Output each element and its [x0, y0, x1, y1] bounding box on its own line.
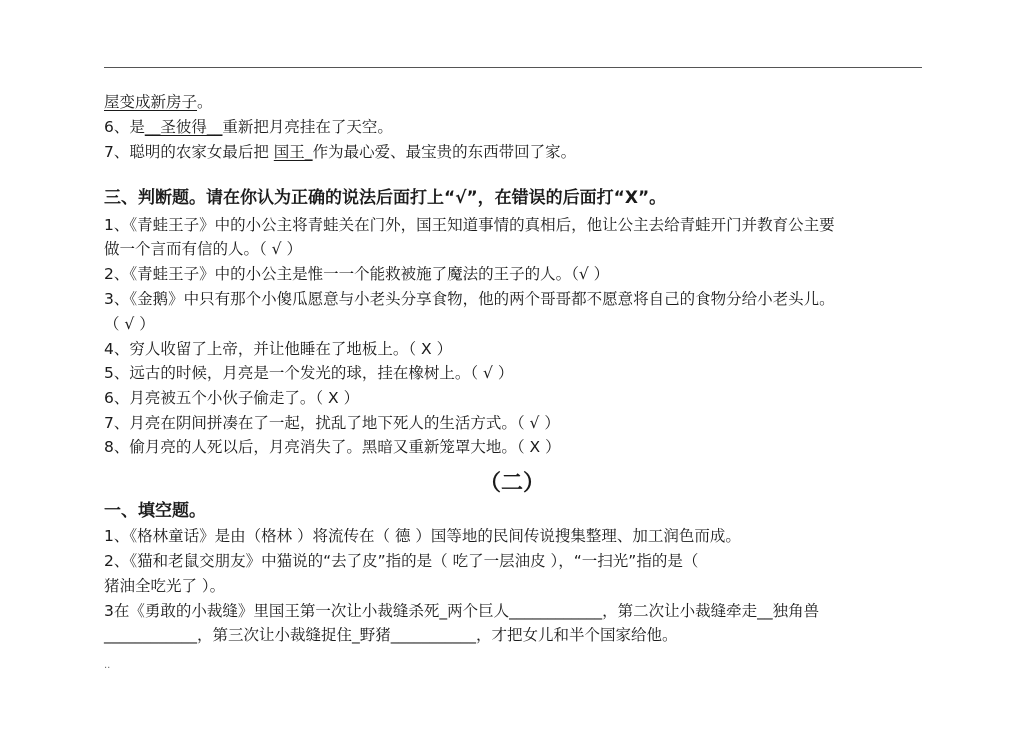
line-6: [104, 117, 393, 137]
line-text: 作为最心爱、最宝贵的东西带回了家。: [312, 143, 577, 161]
fill-item: 2、《猫和老鼠交朋友》中猫说的“去了皮”指的是（ 吃了一层油皮 ），“一扫光”指的是（: [104, 552, 699, 570]
section-heading-fill: 一、填空题。: [104, 501, 206, 521]
judgement-item: 4、穷人收留了上帝，并让他睡在了地板上。（ X ）: [104, 340, 453, 358]
answer-text: 屋变成新房子: [104, 93, 198, 111]
fill-item: ____________，第三次让小裁缝捉住_野猪___________，才把女儿和半个国家给他。: [104, 626, 678, 644]
judgement-item: 7、月亮在阴间拼凑在了一起，扰乱了地下死人的生活方式。（ √ ）: [104, 414, 560, 432]
answer-text: __圣彼得__: [144, 118, 223, 136]
answer-text: 国王_: [273, 143, 313, 161]
line-text: 6、是: [104, 118, 145, 136]
judgement-item: 1、《青蛙王子》中的小公主将青蛙关在门外，国王知道事情的真相后，他让公主去给青蛙开门并教育公主要: [104, 216, 835, 234]
section-heading-judgement: 三、判断题。请在你认为正确的说法后面打上“√”，在错误的后面打“X”。: [104, 188, 667, 208]
fill-item: 3在《勇敢的小裁缝》里国王第一次让小裁缝杀死_两个巨人____________，第二次让小裁缝牵走__独角兽: [104, 602, 820, 620]
judgement-item: 3、《金鹅》中只有那个小傻瓜愿意与小老头分享食物，他的两个哥哥都不愿意将自己的食物分给小老头儿。: [104, 290, 835, 308]
fill-item: 1、《格林童话》是由（格林 ）将流传在（ 德 ）国等地的民间传说搜集整理、加工润色而成。: [104, 527, 741, 545]
header-rule: [104, 67, 922, 68]
line-1: [104, 92, 213, 112]
line-text: 重新把月亮挂在了天空。: [222, 118, 393, 136]
fill-item: 猪油全吃光了 ）。: [104, 577, 226, 595]
judgement-item: 5、远古的时候，月亮是一个发光的球，挂在橡树上。（ √ ）: [104, 364, 514, 382]
judgement-item: 做一个言而有信的人。（ √ ）: [104, 240, 302, 258]
part-title: （二）: [478, 471, 545, 496]
line-text: 。: [197, 93, 213, 111]
line-text: 7、聪明的农家女最后把: [104, 143, 274, 161]
footer-mark: ..: [104, 660, 111, 671]
judgement-item: 8、偷月亮的人死以后，月亮消失了。黑暗又重新笼罩大地。（ X ）: [104, 438, 561, 456]
judgement-item: 2、《青蛙王子》中的小公主是惟一一个能救被施了魔法的王子的人。（√ ）: [104, 265, 610, 283]
line-7: [104, 142, 576, 162]
judgement-item: 6、月亮被五个小伙子偷走了。（ X ）: [104, 389, 360, 407]
judgement-item: （ √ ）: [104, 315, 155, 333]
